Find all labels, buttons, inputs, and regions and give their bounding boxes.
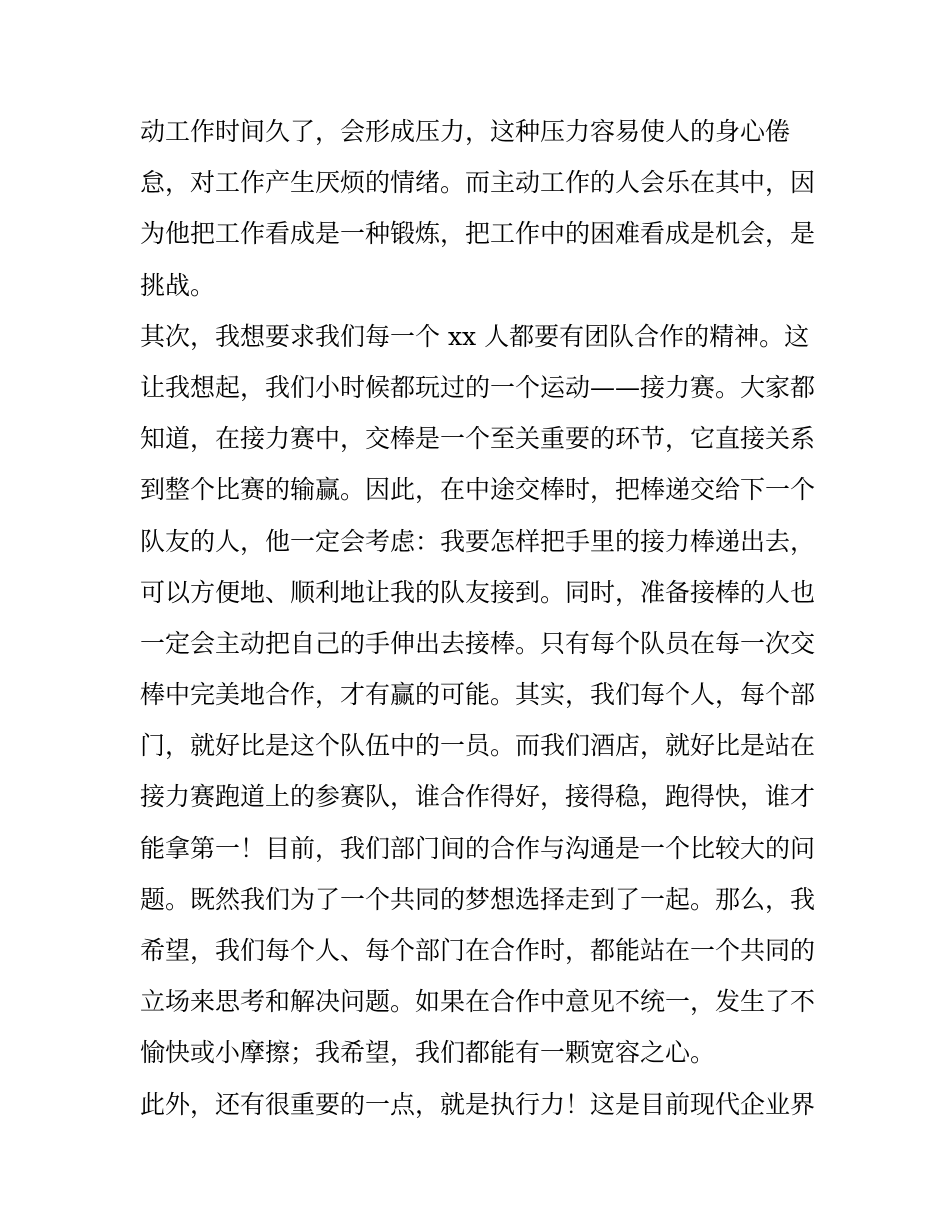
text-line-17: 希望，我们每个人、每个部门在合作时，都能站在一个共同的	[140, 936, 816, 965]
text-line-16: 题。既然我们为了一个共同的梦想选择走到了一起。那么，我	[140, 884, 816, 914]
text-line-1: 动工作时间久了，会形成压力，这种压力容易使人的身心倦	[140, 117, 791, 146]
text-line-15: 能拿第一！目前，我们部门间的合作与沟通是一个比较大的问	[140, 833, 816, 863]
text-line-10: 可以方便地、顺利地让我的队友接到。同时，准备接棒的人也	[140, 577, 816, 607]
text-line-20: 此外，还有很重要的一点，就是执行力！这是目前现代企业界	[140, 1089, 816, 1119]
text-line-2: 怠，对工作产生厌烦的情绪。而主动工作的人会乐在其中，因	[140, 168, 816, 198]
text-line-18: 立场来思考和解决问题。如果在合作中意见不统一，发生了不	[140, 987, 816, 1017]
text-line-4: 挑战。	[140, 270, 216, 300]
text-line-14: 接力赛跑道上的参赛队，谁合作得好，接得稳，跑得快，谁才	[140, 782, 816, 812]
text-line-11: 一定会主动把自己的手伸出去接棒。只有每个队员在每一次交	[140, 628, 816, 658]
body-text	[140, 106, 820, 1130]
text-line-7: 知道，在接力赛中，交棒是一个至关重要的环节，它直接关系	[140, 424, 816, 454]
text-line-19: 愉快或小摩擦；我希望，我们都能有一颗宽容之心。	[140, 1038, 716, 1068]
text-line-9: 队友的人，他一定会考虑：我要怎样把手里的接力棒递出去，	[140, 526, 816, 556]
text-line-5: 其次，我想要求我们每一个 xx 人都要有团队合作的精神。这	[140, 321, 810, 351]
text-line-6: 让我想起，我们小时候都玩过的一个运动——接力赛。大家都	[140, 372, 816, 402]
text-line-8: 到整个比赛的输赢。因此，在中途交棒时，把棒递交给下一个	[140, 475, 816, 505]
text-line-13: 门，就好比是这个队伍中的一员。而我们酒店，就好比是站在	[140, 731, 816, 761]
text-line-3: 为他把工作看成是一种锻炼，把工作中的困难看成是机会，是	[140, 219, 816, 249]
text-line-12: 棒中完美地合作，才有赢的可能。其实，我们每个人，每个部	[140, 680, 816, 710]
